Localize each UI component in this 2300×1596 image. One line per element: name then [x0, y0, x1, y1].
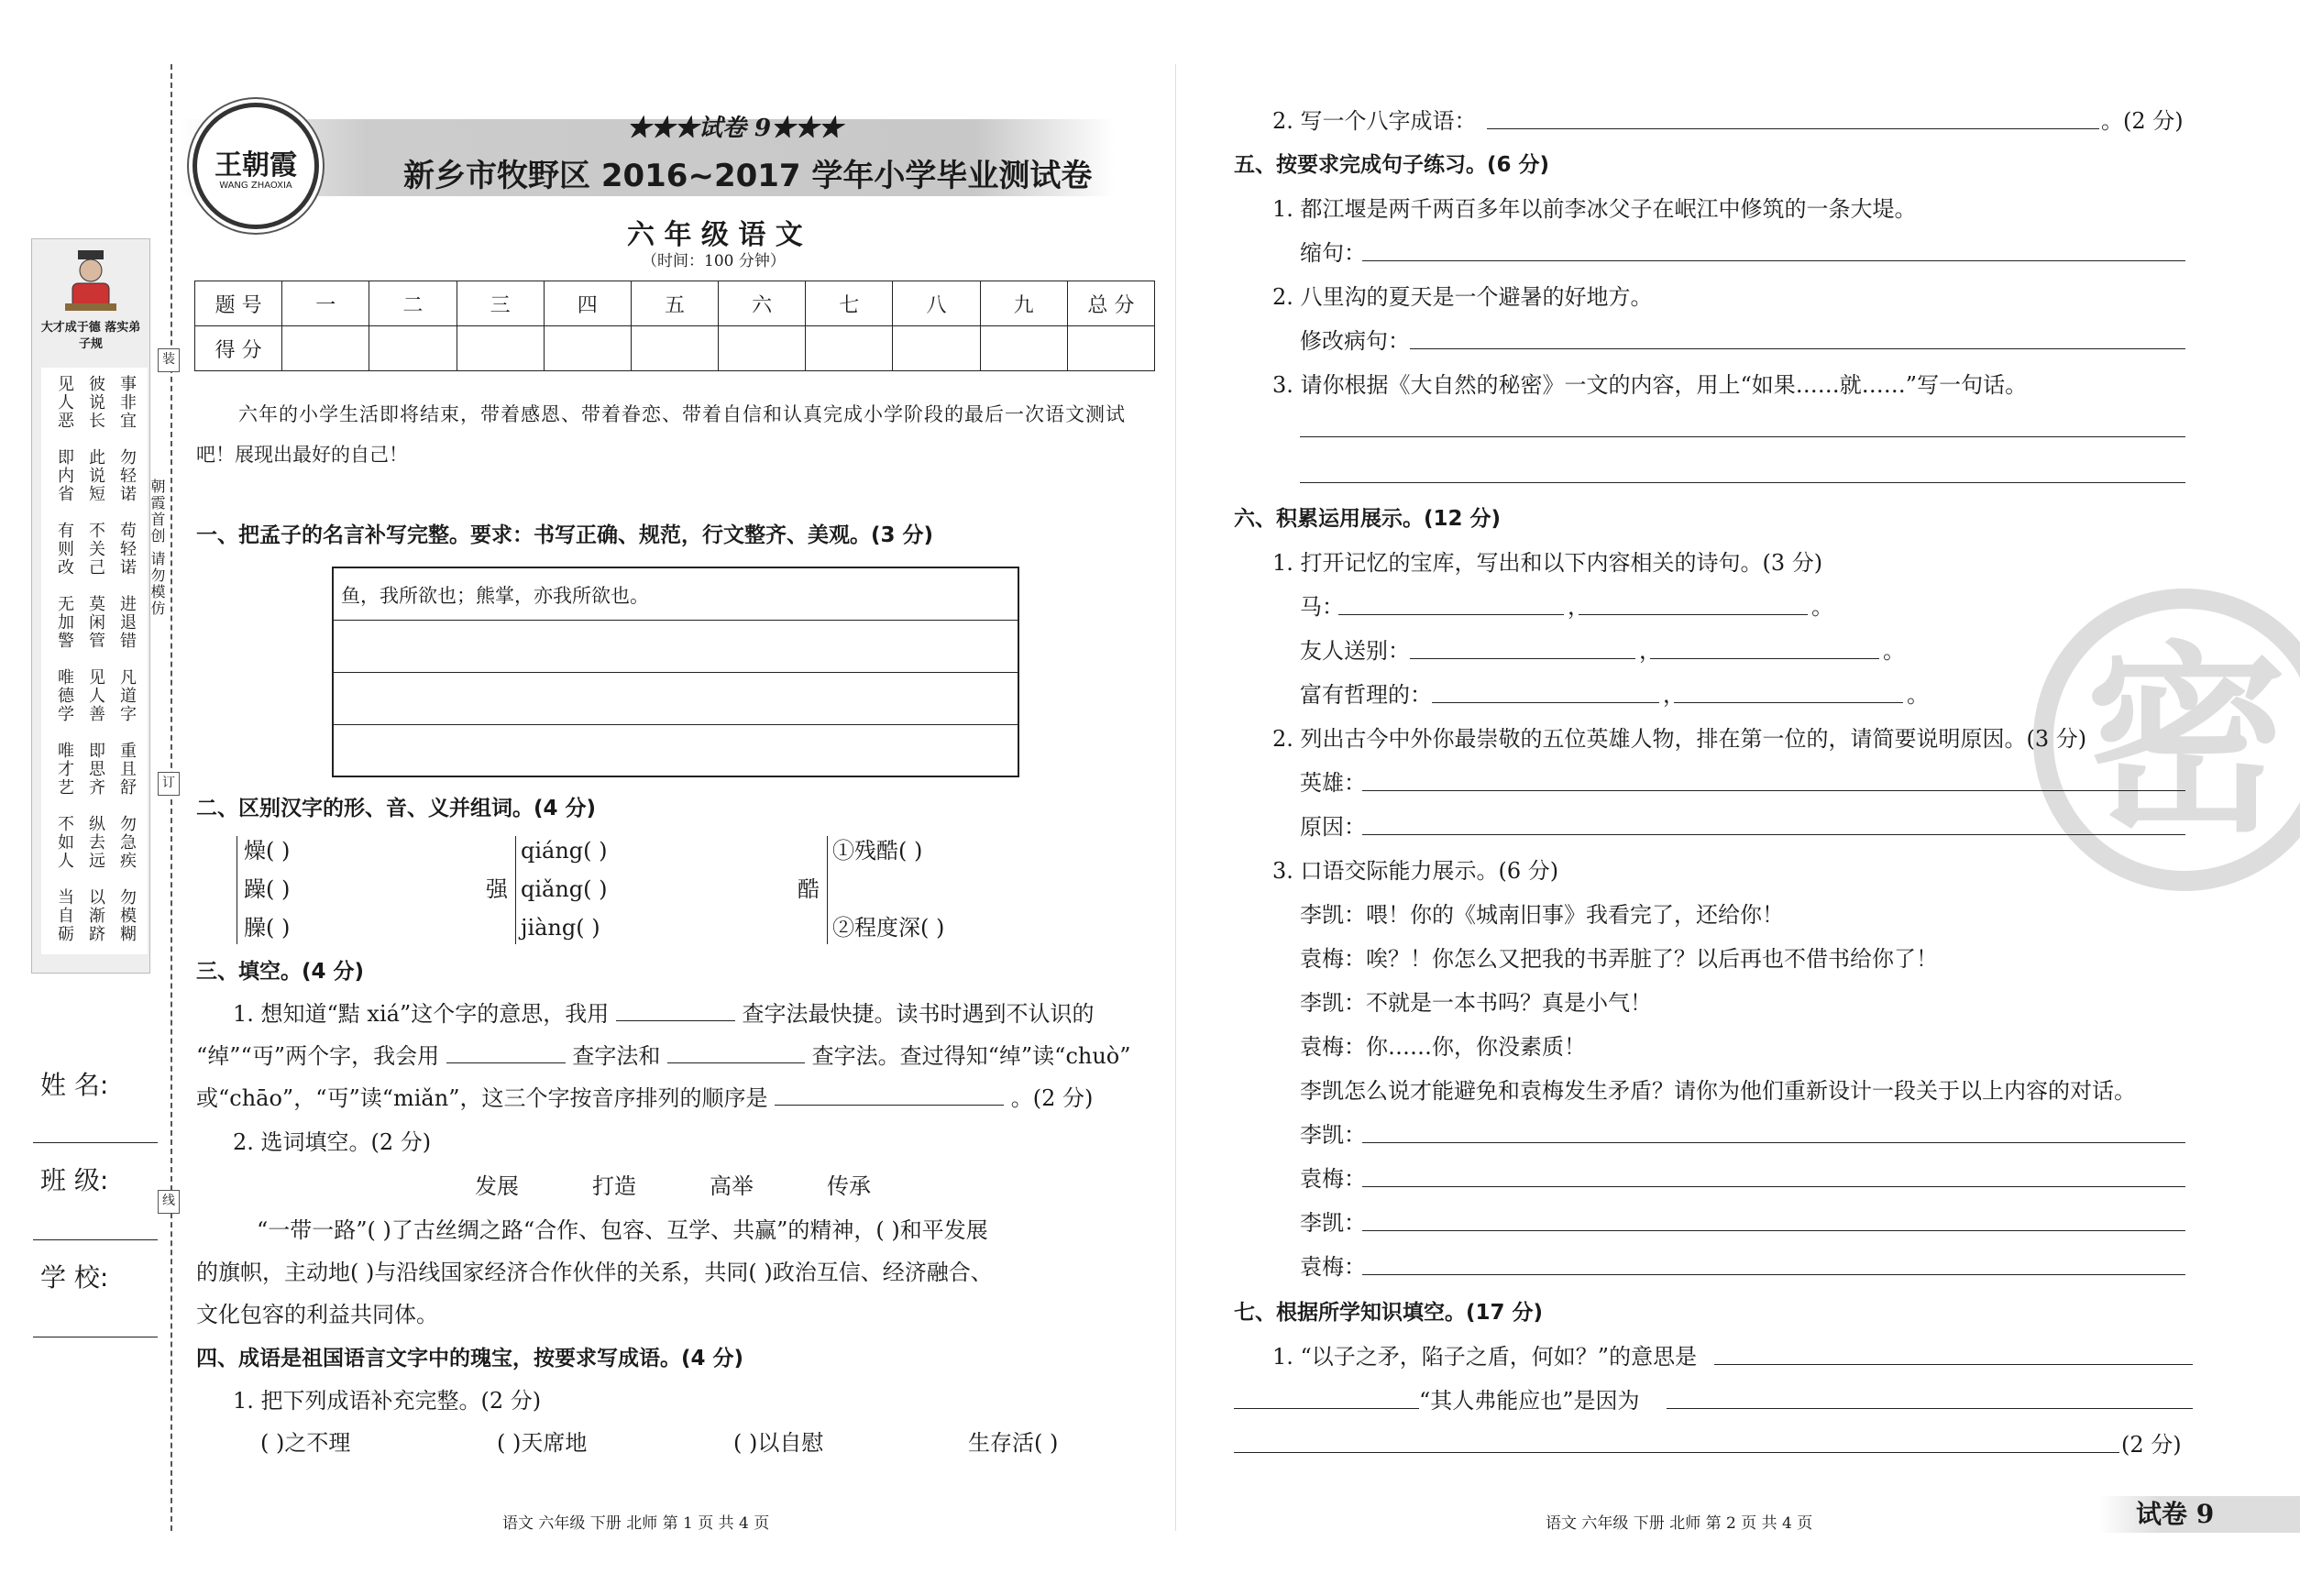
- q6-blank[interactable]: [1674, 702, 1903, 703]
- name-label: 姓 名:: [40, 1070, 109, 1100]
- q3-text: 查字法最快捷。读书时遇到不认识的: [742, 1001, 1095, 1027]
- q6-sub: 2. 列出古今中外你最崇敬的五位英雄人物，排在第一位的，请简要说明原因。(3 分): [1272, 726, 2087, 752]
- q6-speaker: 李凯：: [1300, 1210, 1366, 1236]
- subject-title: 六 年 级 语 文: [627, 219, 803, 251]
- q6-label: 原因：: [1300, 814, 1366, 840]
- q5-answer-line[interactable]: [1300, 482, 2185, 483]
- q4-text: 2. 写一个八字成语：: [1272, 108, 1477, 134]
- q6-sep: ，: [1639, 638, 1661, 664]
- q7-answer-line[interactable]: [1234, 1408, 1419, 1409]
- score-header-cell: 题 号: [195, 281, 282, 326]
- score-cell[interactable]: [282, 326, 369, 371]
- seal-mark: 订: [158, 772, 180, 796]
- motto-col: 纵去远: [86, 815, 105, 870]
- motto-col: 勿轻诺: [117, 448, 137, 503]
- score-cell[interactable]: [806, 326, 893, 371]
- q6-title: 六、积累运用展示。(12 分): [1234, 507, 1502, 531]
- q5-title: 五、按要求完成句子练习。(6 分): [1234, 153, 1550, 177]
- q6-blank[interactable]: [1338, 614, 1564, 615]
- motto-columns: [41, 368, 148, 954]
- q1-row-divider: [334, 724, 1018, 725]
- score-cell[interactable]: [980, 326, 1067, 371]
- time-limit: （时间：100 分钟）: [642, 252, 786, 270]
- score-label-cell: 得 分: [195, 326, 282, 371]
- score-header-row: [195, 281, 1155, 326]
- q6-label: 友人送别：: [1300, 638, 1410, 664]
- q1-given-line: 鱼，我所欲也；熊掌，亦我所欲也。: [341, 585, 649, 607]
- q3-line: [196, 1084, 1093, 1113]
- q3-passage: “一带一路”( )了古丝绸之路“合作、包容、互学、共赢”的精神，( )和平发展: [257, 1217, 988, 1243]
- motto-col: 当自砺: [55, 888, 74, 943]
- q2-word: 燥( ): [244, 838, 291, 864]
- q6-label: 富有哲理的：: [1300, 682, 1432, 708]
- q3-blank[interactable]: [667, 1042, 805, 1063]
- q6-sep: 。: [1811, 594, 1833, 620]
- q7-score: (2 分): [2121, 1432, 2182, 1458]
- q1-title: 一、把孟子的名言补写完整。要求：书写正确、规范，行文整齐、美观。(3 分): [196, 523, 934, 547]
- q3-word-option: 传承: [827, 1173, 871, 1199]
- motto-col: 此说短: [86, 448, 105, 503]
- q5-label: 缩句：: [1300, 240, 1366, 266]
- page-divider: [1175, 64, 1176, 1531]
- footer-right: 语文 六年级 下册 北师 第 2 页 共 4 页: [1546, 1514, 1813, 1533]
- motto-col: 彼说长: [86, 375, 105, 430]
- q6-sub: 1. 打开记忆的宝库，写出和以下内容相关的诗句。(3 分): [1272, 550, 1823, 576]
- score-cell[interactable]: [893, 326, 980, 371]
- motto-col: 无加警: [55, 595, 74, 650]
- logo-sub: WANG ZHAOXIA: [219, 181, 292, 191]
- q6-sub: 3. 口语交际能力展示。(6 分): [1272, 858, 1559, 884]
- q6-answer-line[interactable]: [1362, 790, 2185, 791]
- score-header-cell: 八: [893, 281, 980, 326]
- score-row: [195, 326, 1155, 371]
- q7-title: 七、根据所学知识填空。(17 分): [1234, 1301, 1544, 1325]
- footer-paper-no: 试卷 9: [2136, 1499, 2215, 1529]
- q2-char-strong: 强: [486, 876, 508, 902]
- motto-col: 莫闲管: [86, 595, 105, 650]
- motto-col: 见人善: [86, 668, 105, 723]
- q6-prompt: 李凯怎么说才能避免和袁梅发生矛盾？请你为他们重新设计一段关于以上内容的对话。: [1300, 1078, 2136, 1104]
- q4-blank[interactable]: [1487, 128, 2099, 129]
- intro-line: 六年的小学生活即将结束，带着感恩、带着眷恋、带着自信和认真完成小学阶段的最后一次语文测试: [238, 403, 1126, 425]
- motto-col: 事非宜: [117, 375, 137, 430]
- q5-sentence: 1. 都江堰是两千两百多年以前李冰父子在岷江中修筑的一条大堤。: [1272, 196, 1917, 222]
- q6-sep: 。: [1883, 638, 1905, 664]
- q5-sentence: 2. 八里沟的夏天是一个避暑的好地方。: [1272, 284, 1653, 310]
- score-cell[interactable]: [631, 326, 718, 371]
- q6-dialogue: 袁梅：你……你，你没素质！: [1300, 1034, 1586, 1060]
- q3-passage: 文化包容的利益共同体。: [196, 1302, 438, 1327]
- q2-word: 臊( ): [244, 915, 291, 941]
- q3-blank[interactable]: [775, 1084, 1004, 1106]
- q6-speaker: 李凯：: [1300, 1122, 1366, 1148]
- q1-writing-box[interactable]: [332, 567, 1019, 777]
- motto-col: 即思齐: [86, 742, 105, 797]
- class-label: 班 级:: [40, 1165, 109, 1195]
- q7-sentence: 1. “以子之矛，陷子之盾，何如？”的意思是: [1272, 1344, 1698, 1370]
- q6-dialogue: 袁梅：唉？！你怎么又把我的书弄脏了？以后再也不借书给你了！: [1300, 946, 1938, 972]
- q2-word: 躁( ): [244, 876, 291, 902]
- score-header-cell: 六: [719, 281, 806, 326]
- q5-answer-line[interactable]: [1410, 348, 2185, 349]
- q3-word-option: 高举: [710, 1173, 754, 1199]
- motto-col: 即内省: [55, 448, 74, 503]
- q5-label: 修改病句：: [1300, 328, 1410, 354]
- seal-mark: 线: [158, 1190, 180, 1214]
- motto-col: 进退错: [117, 595, 137, 650]
- q3-line: [233, 999, 1095, 1029]
- q3-blank[interactable]: [616, 1000, 735, 1021]
- motto-col: 勿急疾: [117, 815, 137, 870]
- q3-subtitle: 2. 选词填空。(2 分): [233, 1129, 432, 1155]
- score-header-cell: 五: [631, 281, 718, 326]
- q3-text: 查字法。查过得知“绰”读“chuò”: [811, 1043, 1131, 1069]
- q6-blank[interactable]: [1410, 658, 1635, 659]
- q3-text: “绰”“丏”两个字，我会用: [196, 1043, 440, 1069]
- motto-col: 不如人: [55, 815, 74, 870]
- q6-dialogue: 李凯：不就是一本书吗？真是小气！: [1300, 990, 1652, 1016]
- q6-sep: 。: [1907, 682, 1929, 708]
- q2-pinyin: jiàng( ): [521, 915, 600, 941]
- footer-left: 语文 六年级 下册 北师 第 1 页 共 4 页: [502, 1514, 770, 1533]
- name-field[interactable]: [33, 1142, 158, 1143]
- q4-idiom[interactable]: ( )之不理: [260, 1430, 351, 1456]
- score-header-cell: 三: [457, 281, 544, 326]
- motto-col: 勿模糊: [117, 888, 137, 943]
- score-header-cell: 一: [282, 281, 369, 326]
- q4-idiom[interactable]: ( )天席地: [497, 1430, 588, 1456]
- q3-text: 。(2 分): [1010, 1085, 1094, 1111]
- q2-meaning: ②程度深( ): [832, 915, 945, 941]
- q4-idiom[interactable]: 生存活( ): [968, 1430, 1059, 1456]
- q6-dialogue-line[interactable]: [1362, 1230, 2185, 1231]
- q7-answer-line[interactable]: [1234, 1452, 2119, 1453]
- binding-box: [31, 238, 150, 974]
- q6-answer-line[interactable]: [1362, 834, 2185, 835]
- q6-dialogue-line[interactable]: [1362, 1186, 2185, 1187]
- q1-row-divider: [334, 620, 1018, 621]
- q2-meaning: ①残酷( ): [832, 838, 923, 864]
- motto-col: 唯才艺: [55, 742, 74, 797]
- q3-text: 1. 想知道“黠 xiá”这个字的意思，我用: [233, 1001, 610, 1027]
- class-field[interactable]: [33, 1239, 158, 1240]
- motto-col: 见人恶: [55, 375, 74, 430]
- q4-idiom8: [1272, 106, 1477, 136]
- q3-text: 查字法和: [572, 1043, 661, 1069]
- q6-dialogue-line[interactable]: [1362, 1142, 2185, 1143]
- q3-word-option: 打造: [592, 1173, 636, 1199]
- motto: 大才成于德 落实弟子规: [40, 321, 141, 351]
- q4-idiom[interactable]: ( )以自慰: [733, 1430, 824, 1456]
- score-header-cell: 总 分: [1067, 281, 1154, 326]
- motto-col: 苟轻诺: [117, 522, 137, 577]
- q6-blank[interactable]: [1650, 658, 1879, 659]
- q2-pinyin: qiáng( ): [521, 838, 608, 864]
- score-header-cell: 七: [806, 281, 893, 326]
- motto-col: 凡道字: [117, 668, 137, 723]
- q6-dialogue: 李凯：喂！你的《城南旧事》我看完了，还给你！: [1300, 902, 1784, 928]
- q2-char-cool: 酷: [798, 876, 820, 902]
- q6-label: 英雄：: [1300, 770, 1366, 796]
- q6-speaker: 袁梅：: [1300, 1166, 1366, 1192]
- q3-text: 或“chāo”，“丏”读“miǎn”，这三个字按音序排列的顺序是: [196, 1085, 768, 1111]
- score-cell[interactable]: [719, 326, 806, 371]
- q6-label: 马：: [1300, 594, 1344, 620]
- score-cell[interactable]: [544, 326, 631, 371]
- q6-blank[interactable]: [1432, 702, 1659, 703]
- motto-col: 重且舒: [117, 742, 137, 797]
- score-header-cell: 四: [544, 281, 631, 326]
- copyright-note: 朝霞首创 请勿模仿: [149, 479, 166, 618]
- exam-title: 新乡市牧野区 2016~2017 学年小学毕业测试卷: [403, 158, 1093, 194]
- q5-sentence: 3. 请你根据《大自然的秘密》一文的内容，用上“如果……就……”写一句话。: [1272, 372, 2028, 398]
- q1-row-divider: [334, 672, 1018, 673]
- score-cell[interactable]: [369, 326, 457, 371]
- q3-passage: 的旗帜，主动地( )与沿线国家经济合作伙伴的关系，共同( )政治互信、经济融合、: [196, 1260, 993, 1285]
- score-header-cell: 九: [980, 281, 1067, 326]
- q3-blank[interactable]: [446, 1042, 566, 1063]
- logo-text: 王朝霞: [215, 149, 297, 182]
- paper-number: ★★★试卷 9★★★: [627, 115, 843, 142]
- q4-subtitle: 1. 把下列成语补充完整。(2 分): [233, 1388, 542, 1414]
- seal-mark: 装: [158, 348, 180, 372]
- motto-col: 有则改: [55, 522, 74, 577]
- q6-blank[interactable]: [1579, 614, 1808, 615]
- motto-col: 以渐跻: [86, 888, 105, 943]
- score-cell[interactable]: [1067, 326, 1154, 371]
- watermark-text: 密: [2085, 624, 2287, 859]
- q7-answer-line[interactable]: [1714, 1364, 2193, 1365]
- q3-title: 三、填空。(4 分): [196, 960, 365, 984]
- q2-bracket: [237, 836, 243, 944]
- score-header-cell: 二: [369, 281, 457, 326]
- logo: [193, 103, 319, 229]
- score-table: [194, 281, 1155, 371]
- q2-pinyin: qiǎng( ): [521, 876, 608, 902]
- binding-dashed-line: [171, 64, 172, 1531]
- q6-sep: ，: [1663, 682, 1685, 708]
- q2-title: 二、区别汉字的形、音、义并组词。(4 分): [196, 797, 597, 820]
- q6-speaker: 袁梅：: [1300, 1254, 1366, 1280]
- q6-dialogue-line[interactable]: [1362, 1274, 2185, 1275]
- school-label: 学 校:: [40, 1262, 109, 1293]
- q3-word-option: 发展: [475, 1173, 519, 1199]
- q4-title: 四、成语是祖国语言文字中的瑰宝，按要求写成语。(4 分): [196, 1347, 744, 1370]
- q4-score: 。(2 分): [2101, 108, 2184, 134]
- q7-answer-line[interactable]: [1667, 1408, 2193, 1409]
- q5-answer-line[interactable]: [1300, 436, 2185, 437]
- scholar-icon: [65, 250, 116, 314]
- intro-line: 吧！展现出最好的自己！: [196, 444, 408, 466]
- q7-sentence: “其人弗能应也”是因为: [1419, 1388, 1640, 1414]
- motto-col: 唯德学: [55, 668, 74, 723]
- motto-col: 不关己: [86, 522, 105, 577]
- score-cell[interactable]: [457, 326, 544, 371]
- q6-sep: ，: [1568, 594, 1590, 620]
- q5-answer-line[interactable]: [1362, 260, 2185, 261]
- q3-line: [196, 1041, 1131, 1071]
